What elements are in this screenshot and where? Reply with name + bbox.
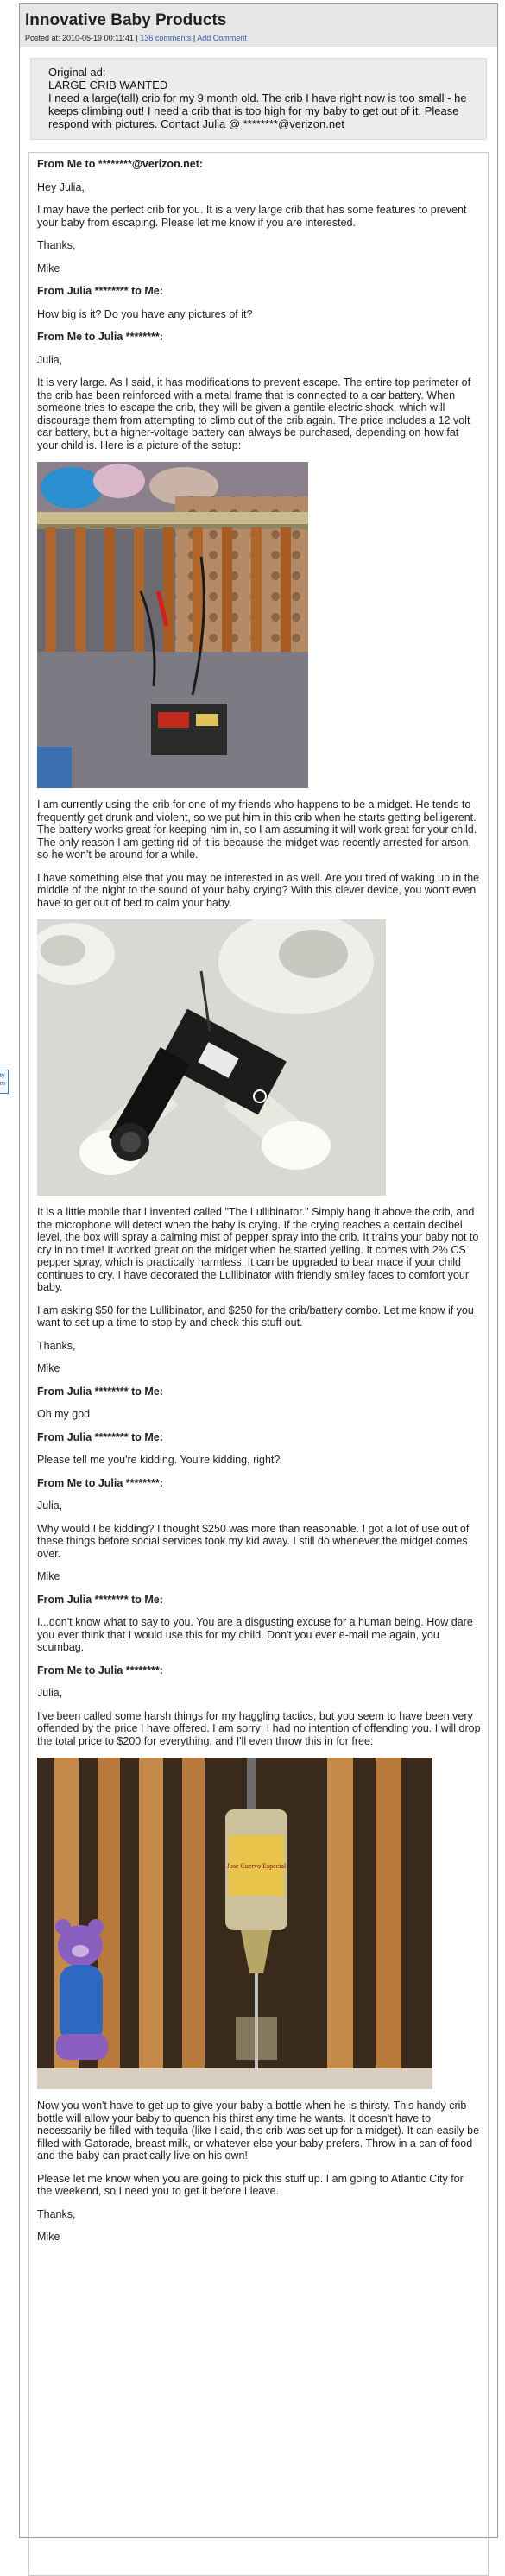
email-paragraph: I am asking $50 for the Lullibinator, and $250 for the crib/battery combo. Let me know if you want to set up a time to stop by and check this stuff out. — [37, 1304, 474, 1329]
side-tab[interactable] — [0, 1070, 9, 1094]
email-header: From Me to Julia ********: — [37, 331, 163, 343]
add-comment-link[interactable]: Add Comment — [197, 34, 247, 42]
email-paragraph: Mike — [37, 1362, 60, 1374]
email-paragraph: Thanks, — [37, 239, 76, 251]
email-paragraph: Hey Julia, — [37, 180, 85, 193]
email-header: From Me to ********@verizon.net: — [37, 158, 204, 170]
email-paragraph: I...don't know what to say to you. You are a disgusting excuse for a human being. How dare you ever think that I would use this for my child. Don't you ever e-mail me again, you scumbag. — [37, 1616, 473, 1653]
email-paragraph: How big is it? Do you have any pictures of it? — [37, 307, 253, 320]
email-paragraph: Please tell me you're kidding. You're kidding, right? — [37, 1454, 281, 1466]
side-tab-label: ty m — [0, 1073, 5, 1087]
email-paragraph: Mike — [37, 262, 60, 275]
email-header: From Me to Julia ********: — [37, 1664, 163, 1676]
original-ad-label: Original ad: — [48, 66, 106, 79]
email-paragraph: I've been called some harsh things for my haggling tactics, but you seem to have been very offended by the price I have offered. I am sorry; I had no intention of offending you. I will drop the total price to $200 for everything, and I'll even throw this in for free: — [37, 1709, 481, 1747]
email-paragraph: I am currently using the crib for one of my friends who happens to be a midget. He tends to frequently get drunk and violent, so we put him in this crib when he starts getting belligerent. The battery works great for keeping him in, so I am assuming it will work great for your child. The only reason I am getting rid of it is because the midget was recently arrested for arson, so he won't be around for a while. — [37, 799, 477, 861]
email-paragraph: Thanks, — [37, 1339, 76, 1352]
email-paragraph: Oh my god — [37, 1408, 91, 1420]
email-paragraph: I have something else that you may be interested in as well. Are you tired of waking up in the middle of the night to the sound of your baby crying? With this clever device, you won't even have to get out of bed to calm your baby. — [37, 871, 480, 909]
posted-at: Posted at: 2010-05-19 00:11:41 — [25, 34, 134, 42]
email-thread — [28, 152, 489, 2576]
comments-link[interactable]: 136 comments — [140, 34, 192, 42]
post-container — [19, 3, 498, 2538]
email-paragraph: Mike — [37, 1570, 60, 1582]
email-header: From Me to Julia ********: — [37, 1476, 163, 1489]
email-paragraph: It is very large. As I said, it has modifications to prevent escape. The entire top perimeter of the crib has been reinforced with a metal frame that is connected to a car battery. When someone tries to escape the crib, they will be given a gentile electric shock, which will discourage them from attempting to climb out of the crib again. The price includes a 12 volt car battery, but a higher-voltage battery can always be purchased, depending on how fat your child is. Here is a picture of the setup: — [37, 376, 471, 451]
email-paragraph: Julia, — [37, 1687, 63, 1699]
email-paragraph: Mike — [37, 2231, 60, 2243]
email-header: From Julia ******** to Me: — [37, 1385, 163, 1398]
meta-separator: | — [136, 34, 138, 42]
email-paragraph: Why would I be kidding? I thought $250 was more than reasonable. I got a lot of use out of these things before social services took my kid away. I still do whenever the midget comes over. — [37, 1522, 470, 1560]
crib-bottle-photo — [37, 1758, 432, 2089]
email-paragraph: It is a little mobile that I invented called "The Lullibinator." Simply hang it above the crib, and the microphone will detect when the baby is crying. If the crying reaches a certain decibel level, the box will spray a calming mist of pepper spray into the crib. It trains your baby not to cry in no time! It worked great on the midget when he started yelling. It comes with 2% CS pepper spray, which is practically harmless. It can be upgraded to bear mace if your child continues to cry. I have decorated the Lullibinator with friendly smiley faces to comfort your baby. — [37, 1206, 479, 1293]
lullibinator-photo — [37, 919, 386, 1196]
email-paragraph: Julia, — [37, 353, 63, 366]
email-paragraph: Julia, — [37, 1500, 63, 1512]
email-header: From Julia ******** to Me: — [37, 285, 163, 297]
bottle-label: Jose Cuervo Especial — [226, 1862, 287, 1870]
email-paragraph: I may have the perfect crib for you. It is a very large crib that has some features to prevent your baby from escaping. Please let me know if you are interested. — [37, 204, 467, 229]
meta-separator: | — [193, 34, 196, 42]
title-bar — [20, 4, 497, 47]
original-ad-box — [30, 58, 487, 140]
email-header: From Julia ******** to Me: — [37, 1593, 163, 1606]
post-meta — [25, 34, 492, 45]
email-paragraph: Now you won't have to get up to give your baby a bottle when he is thirsty. This handy crib-bottle will allow your baby to quench his thirst any time he wants. It doesn't have to necessarily be filled with tequila (like I said, this crib was set up for a midget). It can easily be filled with Gatorade, breast milk, or whatever else your baby prefers. Throw in a can of food and the baby can practically live on his own! — [37, 2099, 480, 2162]
original-ad-body: I need a large(tall) crib for my 9 month old. The crib I have right now is too small - he keeps climbing out! I need a crib that is too high for my baby to get out of it. Please respond with pictures. Contact Julia @ ********@verizon.net — [48, 92, 467, 130]
email-header: From Julia ******** to Me: — [37, 1430, 163, 1443]
page-title: Innovative Baby Products — [25, 11, 227, 29]
original-ad-heading: LARGE CRIB WANTED — [48, 79, 168, 92]
email-paragraph: Please let me know when you are going to pick this stuff up. I am going to Atlantic City for the weekend, so I need you to get it before I leave. — [37, 2172, 464, 2197]
email-paragraph: Thanks, — [37, 2207, 76, 2220]
crib-photo — [37, 462, 308, 788]
